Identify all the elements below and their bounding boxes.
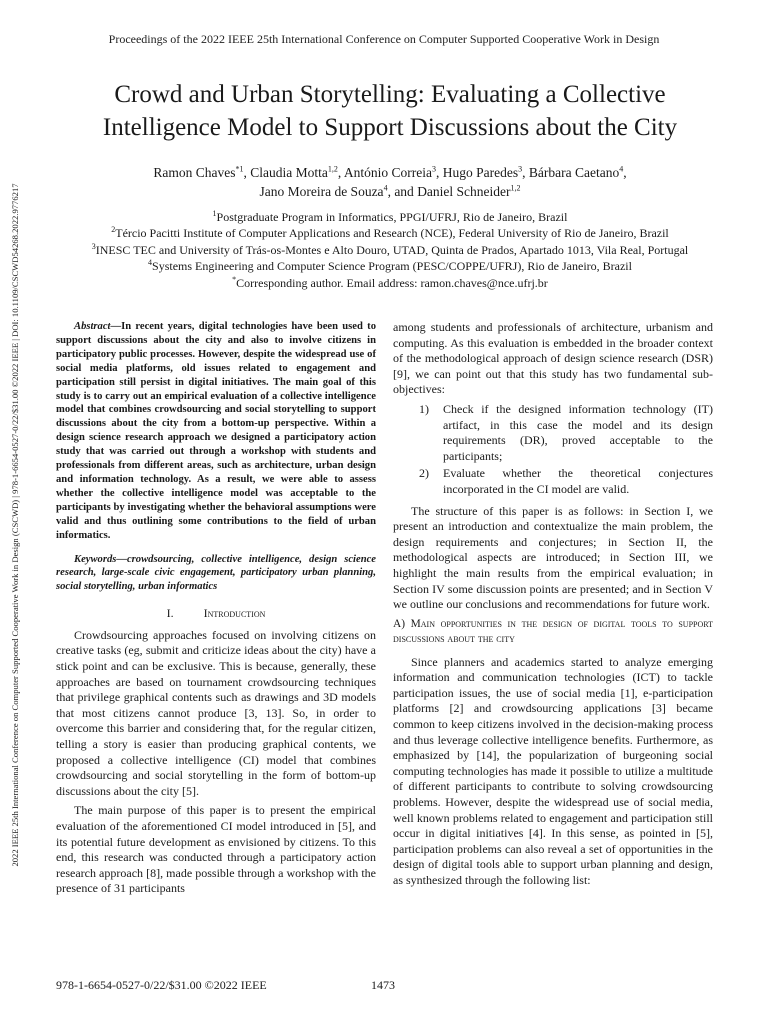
- author-separator: ,: [623, 165, 627, 180]
- body-paragraph: among students and professionals of architecture, urbanism and computing. As this evaluation is embedded in the broader context of the methodological approach of design science research (DSR) [9], we can point out that this study has two fundamental sub-objectives:: [393, 320, 713, 397]
- title-line-1: Crowd and Urban Storytelling: Evaluating a Collective: [114, 81, 666, 108]
- author-separator: ,: [522, 165, 529, 180]
- section-heading-introduction: [56, 606, 376, 622]
- author-affiliation-mark: 1,2: [510, 183, 521, 193]
- left-column: [56, 320, 376, 901]
- keywords-text: —crowdsourcing, collective intelligence, design science research, large-scale civic engagement, participatory urban planning, social storytelling, urban informatics: [56, 553, 376, 593]
- list-item: [393, 466, 713, 497]
- footer-isbn: 978-1-6654-0527-0/22/$31.00 ©2022 IEEE: [56, 978, 267, 992]
- side-copyright-text: 2022 IEEE 25th International Conference on Computer Supported Cooperative Work in Design (CSCWD) | 978-1-6654-0527-0/22/$31.00 ©2022 IEEE | DOI: 10.1109/CSCWD54268.2022.9776217: [10, 183, 20, 867]
- right-column: [393, 320, 713, 893]
- author-name: Hugo Paredes: [442, 165, 519, 180]
- author-line-2: [40, 182, 740, 201]
- list-item-text: Check if the designed information technology (IT) artifact, in this case the model and its design requirements (DR), proved acceptable to the participants;: [443, 401, 713, 463]
- affiliation-text: Postgraduate Program in Informatics, PPGI/UFRJ, Rio de Janeiro, Brazil: [216, 210, 568, 224]
- body-paragraph: Since planners and academics started to analyze emerging information and communication technologies (ICT) to tackle participation issues, the use of social media [1], e-participation platforms [2] and crowdsourcing applications [3] became common to keep citizens involved in the decision-making process and thus leverage collective intelligence benefits. Furthermore, as emphasized by [14], the popularization of burgeoning social computing technologies has made it possible to utilize a multitude of different participants to contribute to solving crowdsourcing problems. However, despite the widespread use of social media, well known problems related to engagement and participation still occur in digital initiatives [4]. In this sense, as pointed in [5], participation problems can also reveal a set of opportunities in the design of digital tools able to support urban planning and design, as synthesized through the following list:: [393, 654, 713, 887]
- title-line-2: Intelligence Model to Support Discussions about the City: [102, 114, 678, 141]
- list-item: [393, 402, 713, 464]
- body-paragraph: Crowdsourcing approaches focused on involving citizens on creative tasks (eg, submit and criticize ideas about the city) have a stick point and can be exclusive. This is because, generally, these approaches are based on tournament crowdsourcing techniques that privilege graphical contents such as drawings and 3D models that most citizens cannot produce [3, 13]. So, in order to overcome this barrier and considering that, for the regular citizen, telling a story is easier than producing graphical contents, we proposed a collective intelligence (CI) model that combines crowdsourcing and social storytelling in the form of bottom-up discussions about the city [5].: [56, 627, 376, 798]
- author-name: Daniel Schneider: [417, 184, 511, 199]
- affiliation-mark: 1: [212, 209, 217, 218]
- author-affiliation-mark: 1,2: [327, 164, 338, 174]
- affiliation-text: Systems Engineering and Computer Science Program (PESC/COPPE/UFRJ), Rio de Janeiro, Brazil: [152, 259, 632, 274]
- affiliation-list: [40, 209, 740, 291]
- running-head: Proceedings of the 2022 IEEE 25th International Conference on Computer Supported Cooperative Work in Design: [108, 32, 660, 46]
- page-number: 1473: [371, 978, 395, 992]
- list-item-number: 2): [419, 466, 429, 481]
- affiliation-item: [40, 242, 740, 258]
- affiliation-item: [40, 225, 740, 241]
- affiliation-text: Tércio Pacitti Institute of Computer Applications and Research (NCE), Federal University of Rio de Janeiro, Brazil: [115, 226, 669, 241]
- author-separator: ,: [337, 165, 344, 180]
- author-name: Claudia Motta: [250, 165, 328, 180]
- author-name: Bárbara Caetano: [528, 165, 620, 180]
- abstract: [56, 320, 376, 543]
- author-separator: ,: [436, 165, 443, 180]
- affiliation-mark: 4: [148, 258, 153, 268]
- affiliation-text: INESC TEC and University of Trás-os-Montes e Alto Douro, UTAD, Quinta de Prados, Apartado 1013, Vila Real, Portugal: [95, 242, 689, 257]
- author-line-1: [40, 163, 740, 182]
- affiliation-mark: 3: [91, 241, 96, 251]
- paper-title: [40, 78, 740, 144]
- keywords-lead: Keywords: [74, 553, 117, 565]
- affiliation-mark: *: [232, 274, 237, 284]
- author-affiliation-mark: 3: [432, 164, 437, 174]
- author-name: Jano Moreira de Souza: [259, 184, 384, 199]
- objectives-list: [393, 402, 713, 498]
- author-name: António Correia: [343, 165, 433, 180]
- affiliation-item: [40, 275, 740, 291]
- affiliation-text: Corresponding author. Email address: ramon.chaves@nce.ufrj.br: [236, 275, 548, 290]
- author-separator: ,: [243, 165, 251, 180]
- abstract-lead: Abstract: [74, 321, 111, 332]
- keywords: [56, 553, 376, 595]
- author-list: [40, 163, 740, 201]
- list-item-text: Evaluate whether the theoretical conjectures incorporated in the CI model are valid.: [443, 466, 713, 496]
- section-name: Introduction: [203, 606, 266, 621]
- affiliation-mark: 2: [111, 225, 116, 235]
- author-affiliation-mark: 4: [619, 164, 624, 174]
- affiliation-item: [40, 258, 740, 274]
- author-separator: , and: [387, 184, 418, 199]
- author-affiliation-mark: *1: [235, 164, 244, 174]
- subsection-heading: A) Main opportunities in the design of digital tools to support discussions about the city: [393, 617, 713, 645]
- affiliation-item: [40, 209, 740, 225]
- side-copyright-strip: [8, 100, 22, 950]
- author-name: Ramon Chaves: [153, 165, 236, 180]
- body-paragraph: The structure of this paper is as follows: in Section I, we present an introduction and contextualize the main problem, the design requirements and conjectures; in Section II, the methodological aspects are introduced; in Section III, we highlight the main results from the empirical evaluation; in Section IV some discussion points are presented; and in Section V we outline our conclusions and recommendations for future work.: [393, 503, 713, 612]
- abstract-text: —In recent years, digital technologies have been used to support discussions about the city and also to involve citizens in participatory public processes. However, despite the widespread use of social media platforms, old issues related to engagement and participation still persist in digital initiatives. The main goal of this study is to carry out an empirical evaluation of a collective intelligence model that combines crowdsourcing and social storytelling to support discussions about the city from a bottom-up perspective. Within a design science research approach we designed a participatory action study that was carried out through a workshop with students and professionals from different areas, such as architecture, urban design and information technology. As a result, we were able to assess whether the collective intelligence model was acceptable to the participants by investigating whether the behavioral assumptions were valid and thus outlining some contributions to the field of urban informatics.: [56, 321, 376, 541]
- author-affiliation-mark: 3: [518, 164, 523, 174]
- author-affiliation-mark: 4: [383, 183, 388, 193]
- section-number: I.: [166, 606, 174, 621]
- list-item-number: 1): [419, 401, 429, 416]
- body-paragraph: The main purpose of this paper is to present the empirical evaluation of the aforementioned CI model introduced in [5], and its potential future development as envisioned by citizens. To this end, this research was conducted through a participatory action research approach [8], made possible through a workshop with the presence of 31 participants: [56, 803, 376, 896]
